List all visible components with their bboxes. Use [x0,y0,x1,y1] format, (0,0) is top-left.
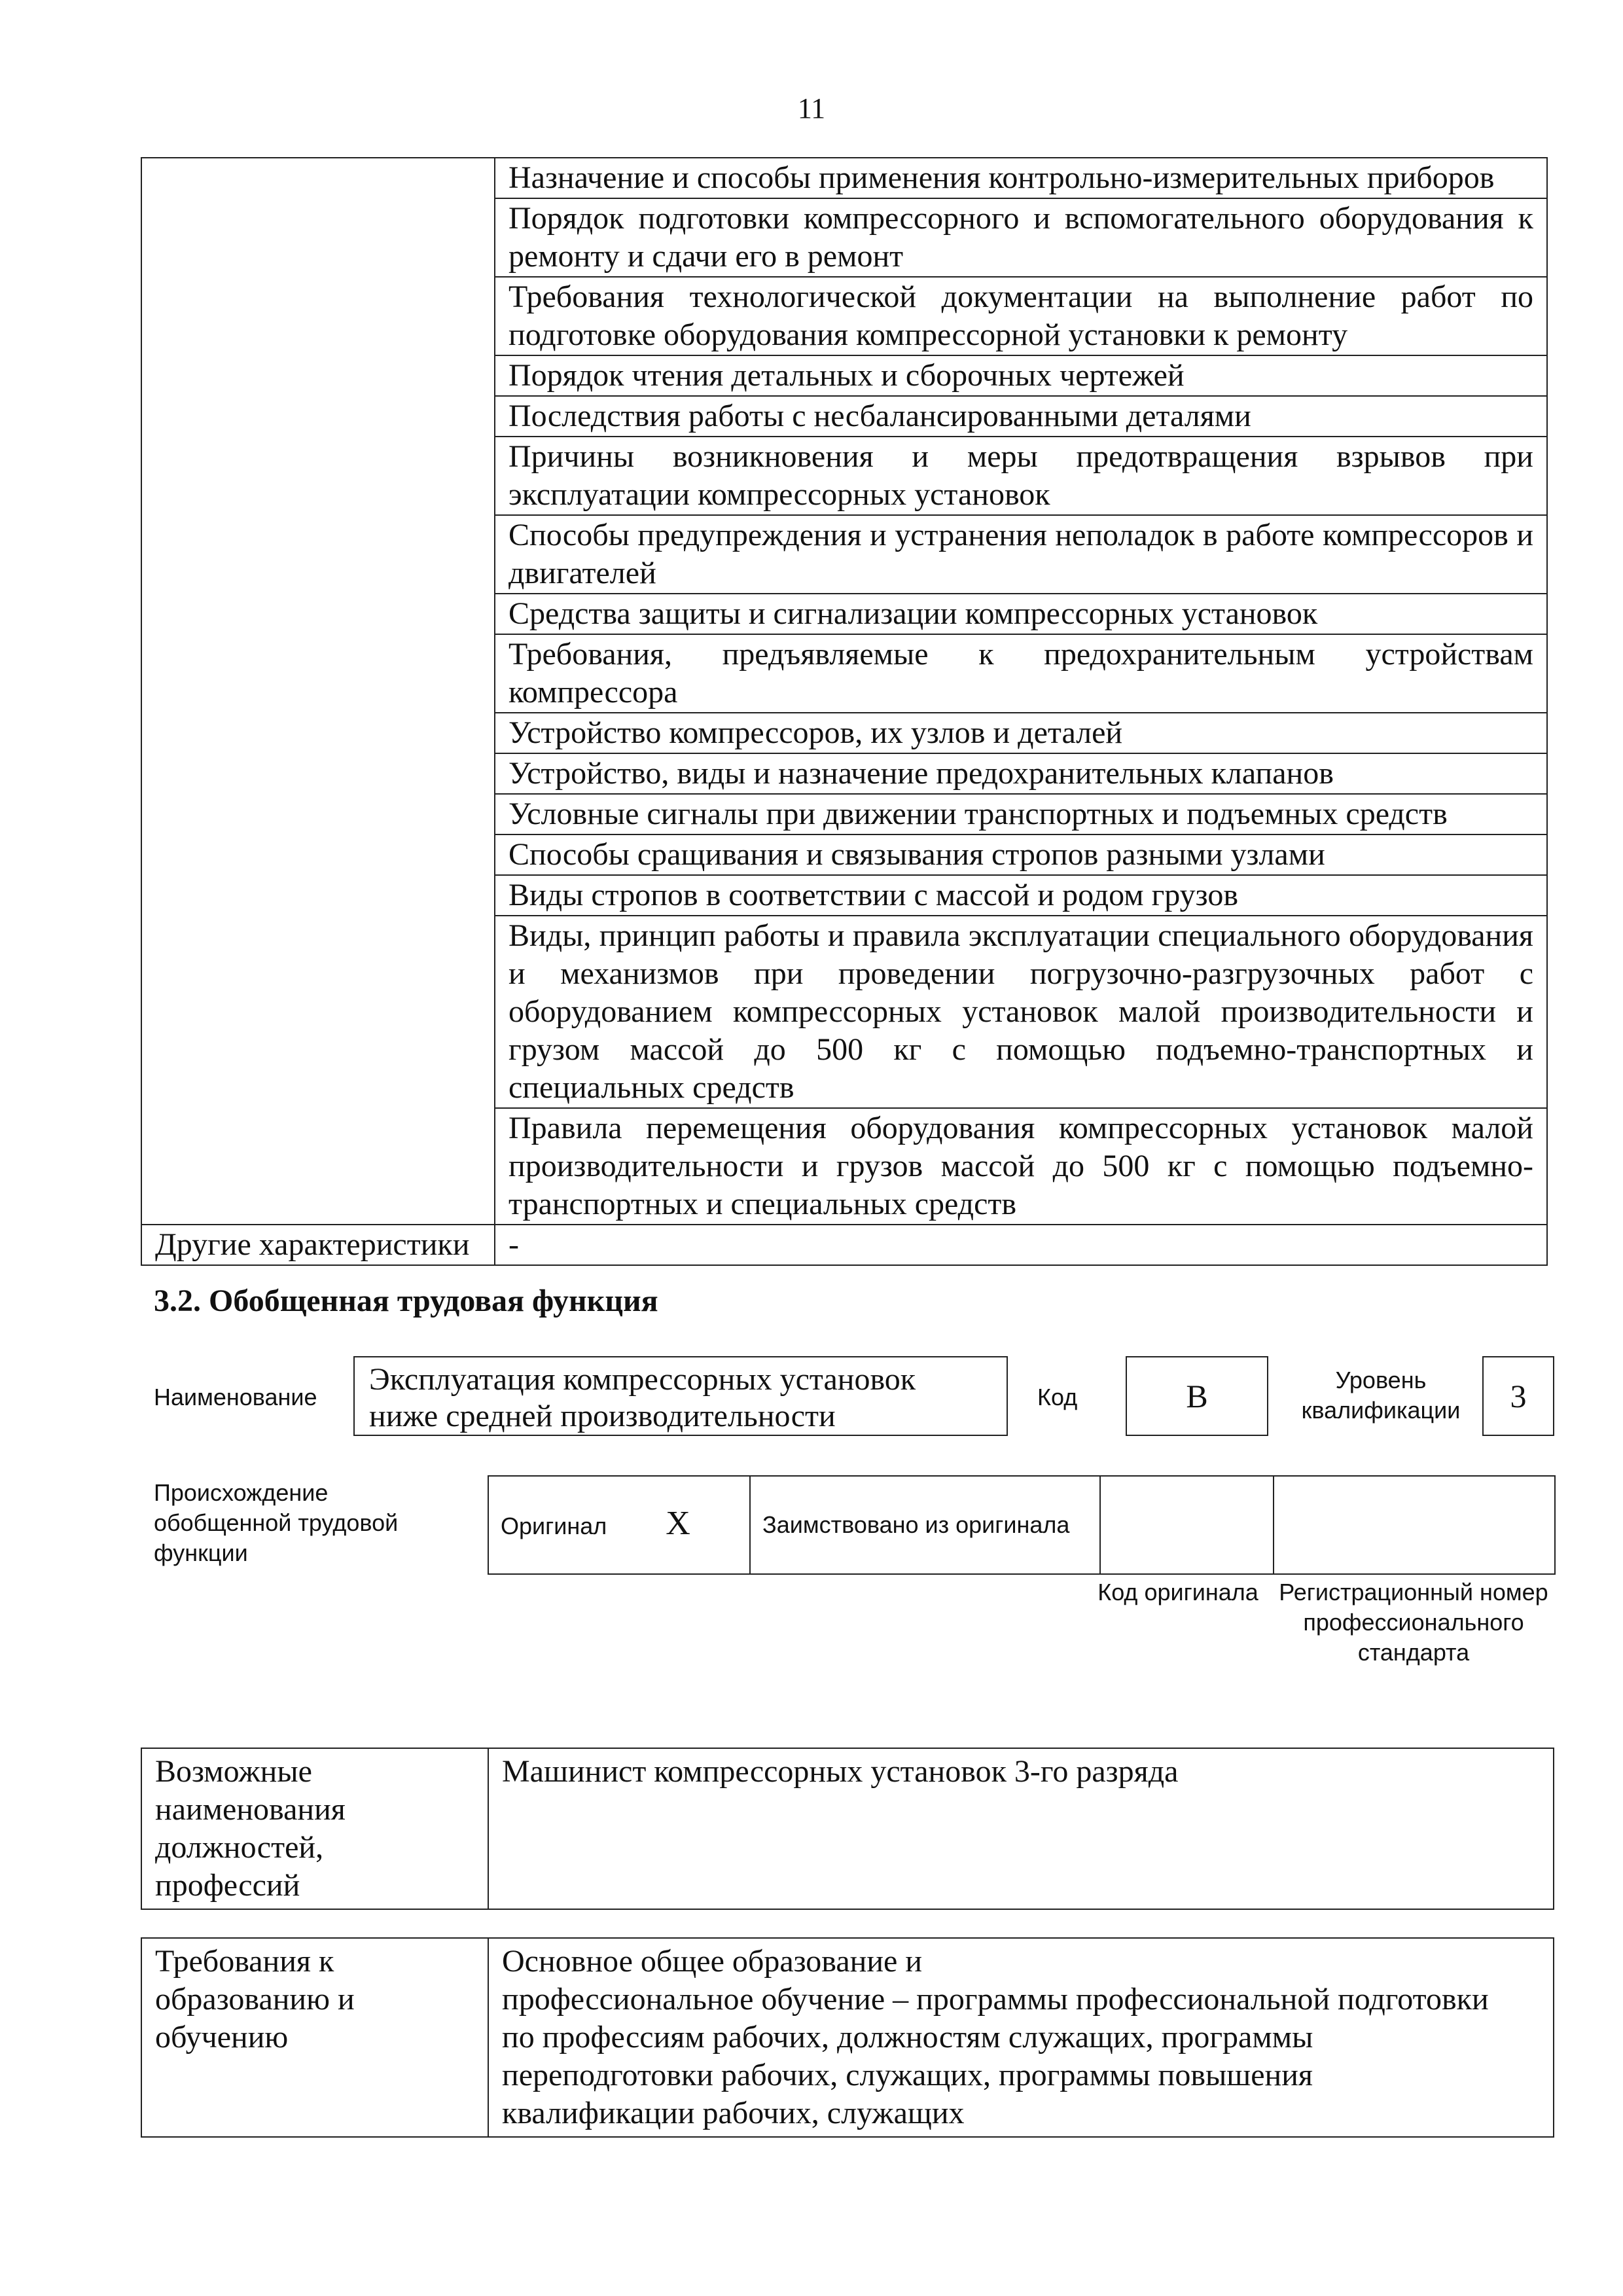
education-line: квалификации рабочих, служащих [502,2096,965,2130]
education-line: Основное общее образование и [502,1944,922,1979]
name-label: Наименование [154,1384,317,1410]
education-line: профессиональное обучение – программы профессиональной подготовки [502,1982,1489,2017]
code-original-caption: Код оригинала [1097,1579,1258,1605]
knowledge-item: Устройство, виды и назначение предохранительных клапанов [495,753,1547,794]
knowledge-item: Способы предупреждения и устранения неполадок в работе компрессоров и двигателей [495,515,1547,594]
other-characteristics-row [141,1225,1547,1265]
knowledge-item: Требования технологической документации на выполнение работ по подготовке оборудования компрессорной установки к ремонту [495,277,1547,355]
knowledge-item: Порядок подготовки компрессорного и вспомогательного оборудования к ремонту и сдачи его в ремонт [495,198,1547,277]
original-code-cell [1100,1476,1274,1574]
knowledge-item: Устройство компрессоров, их узлов и деталей [495,713,1547,753]
level-box: 3 [1482,1356,1554,1436]
knowledge-item: Причины возникновения и меры предотвращения взрывов при эксплуатации компрессорных установок [495,437,1547,515]
function-name-box [353,1356,1008,1436]
other-characteristics-label: Другие характеристики [141,1225,495,1265]
knowledge-item: Последствия работы с несбалансированными деталями [495,396,1547,437]
knowledge-item: Порядок чтения детальных и сборочных чертежей [495,355,1547,396]
knowledge-item: Требования, предъявляемые к предохранительным устройствам компрессора [495,634,1547,713]
knowledge-item: Условные сигналы при движении транспортных и подъемных средств [495,794,1547,834]
education-line: по профессиям рабочих, должностям служащих, программы [502,2020,1313,2054]
section-title: 3.2. Обобщенная трудовая функция [154,1283,658,1318]
knowledge-row [141,158,1547,198]
knowledge-item: Средства защиты и сигнализации компрессорных установок [495,594,1547,634]
registration-number-caption: Регистрационный номер профессионального стандарта [1279,1579,1548,1666]
knowledge-item: Назначение и способы применения контрольно-измерительных приборов [495,158,1547,198]
positions-table [141,1748,1554,1910]
education-value [488,1938,1554,2137]
origin-table [488,1475,1556,1575]
education-table [141,1937,1554,2138]
page-number: 11 [797,92,826,124]
other-characteristics-value: - [495,1225,1547,1265]
education-label: Требования к образованию и обучению [141,1938,488,2137]
function-name-line2: ниже средней производительности [369,1399,836,1433]
knowledge-table [141,157,1548,1266]
original-mark: X [666,1505,690,1542]
knowledge-item: Правила перемещения оборудования компрессорных установок малой производительности и грузов массой до 500 кг с помощью подъемно-транспортных и специальных средств [495,1108,1547,1225]
level-label: Уровень квалификации [1301,1367,1461,1424]
function-code-box: B [1126,1356,1268,1436]
borrowed-cell: Заимствовано из оригинала [750,1476,1100,1574]
original-label: Оригинал [501,1513,607,1539]
knowledge-item: Виды, принцип работы и правила эксплуатации специального оборудования и механизмов при проведении погрузочно-разгрузочных работ с оборудованием компрессорных установок малой производительности и грузом массой до 500 кг с помощью подъемно-транспортных и специальных средств [495,916,1547,1108]
knowledge-label-cell [141,158,495,1225]
code-label: Код [1037,1384,1078,1410]
origin-original-cell [488,1476,750,1574]
positions-label: Возможные наименования должностей, профессий [141,1748,488,1909]
function-name-line1: Эксплуатация компрессорных установок [369,1362,916,1397]
origin-label: Происхождение обобщенной трудовой функции [154,1479,399,1566]
positions-value: Машинист компрессорных установок 3-го разряда [488,1748,1554,1909]
knowledge-item: Способы сращивания и связывания стропов разными узлами [495,834,1547,875]
registration-number-cell [1274,1476,1555,1574]
education-line: переподготовки рабочих, служащих, программы повышения [502,2058,1313,2092]
knowledge-item: Виды стропов в соответствии с массой и родом грузов [495,875,1547,916]
